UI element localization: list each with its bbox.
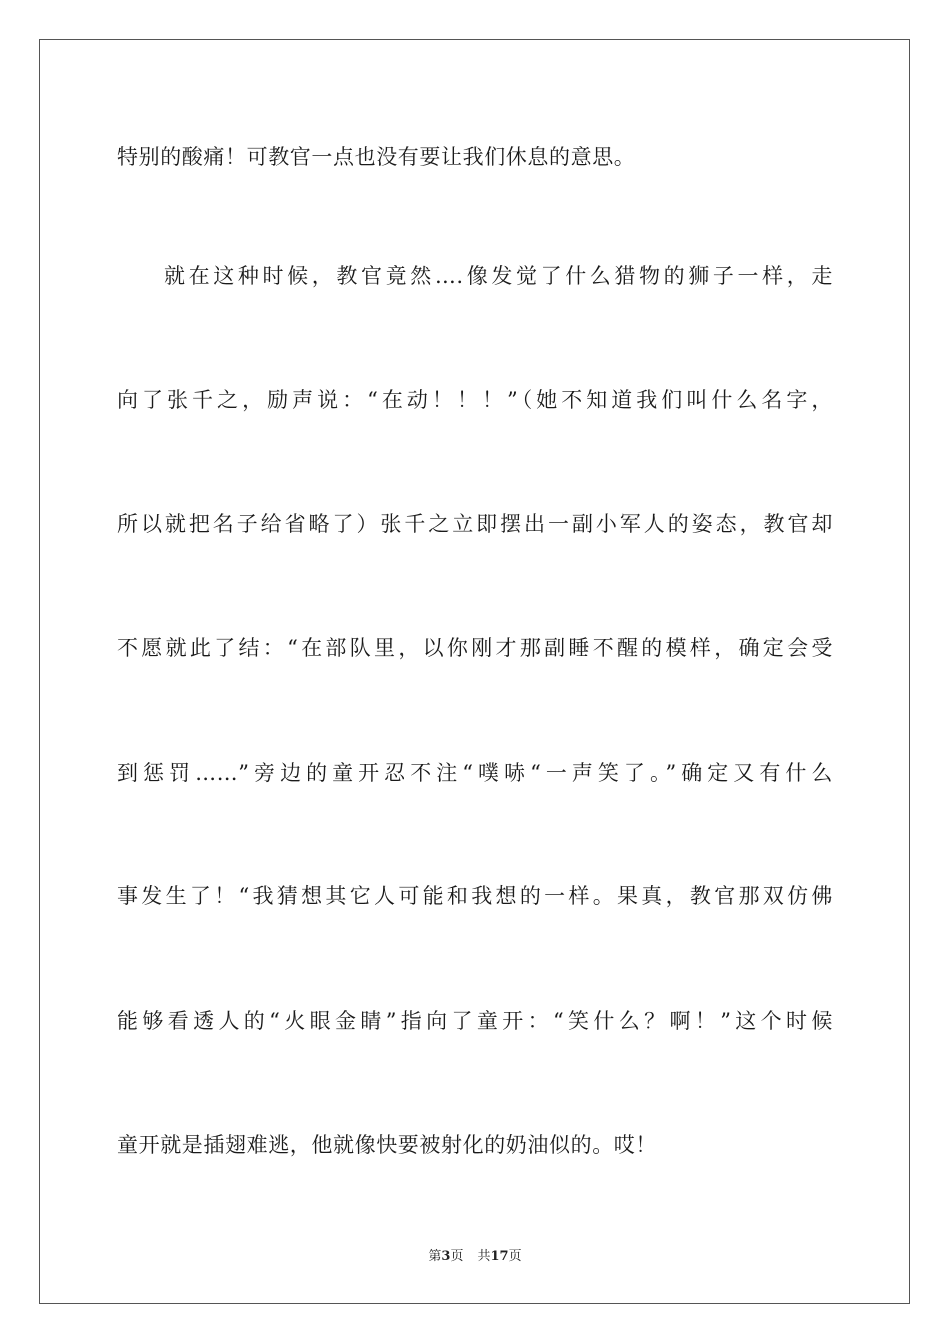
- page-footer: [0, 1248, 950, 1266]
- text-line-5: 不愿就此了结：“在部队里，以你刚才那副睡不醒的模样，确定会受: [117, 636, 833, 660]
- text-line-9: 童开就是插翅难逃，他就像快要被射化的奶油似的。哎！: [117, 1133, 657, 1157]
- current-page-number: 3: [441, 1249, 451, 1264]
- text-line-2: 就在这种时候，教官竟然….像发觉了什么猎物的狮子一样，走: [164, 264, 833, 288]
- page-border: [39, 39, 910, 1304]
- page-label-suffix: 页: [450, 1249, 464, 1264]
- text-line-8: 能够看透人的“火眼金睛”指向了童开：“笑什么？啊！”这个时候: [117, 1009, 833, 1033]
- total-label-suffix: 页: [508, 1249, 522, 1264]
- page-label-prefix: 第: [428, 1249, 442, 1264]
- text-line-1: 特别的酸痛！可教官一点也没有要让我们休息的意思。: [117, 145, 636, 169]
- total-page-count: 17: [490, 1249, 509, 1264]
- text-line-3: 向了张千之，励声说：“在动！！！”（她不知道我们叫什么名字，: [117, 388, 833, 412]
- text-line-4: 所以就把名子给省略了）张千之立即摆出一副小军人的姿态，教官却: [117, 512, 833, 536]
- text-line-7: 事发生了！“我猜想其它人可能和我想的一样。果真，教官那双仿佛: [117, 884, 833, 908]
- total-label-prefix: 共: [477, 1249, 491, 1264]
- text-line-6: 到惩罚……”旁边的童开忍不注“噗哧“一声笑了。”确定又有什么: [117, 761, 833, 785]
